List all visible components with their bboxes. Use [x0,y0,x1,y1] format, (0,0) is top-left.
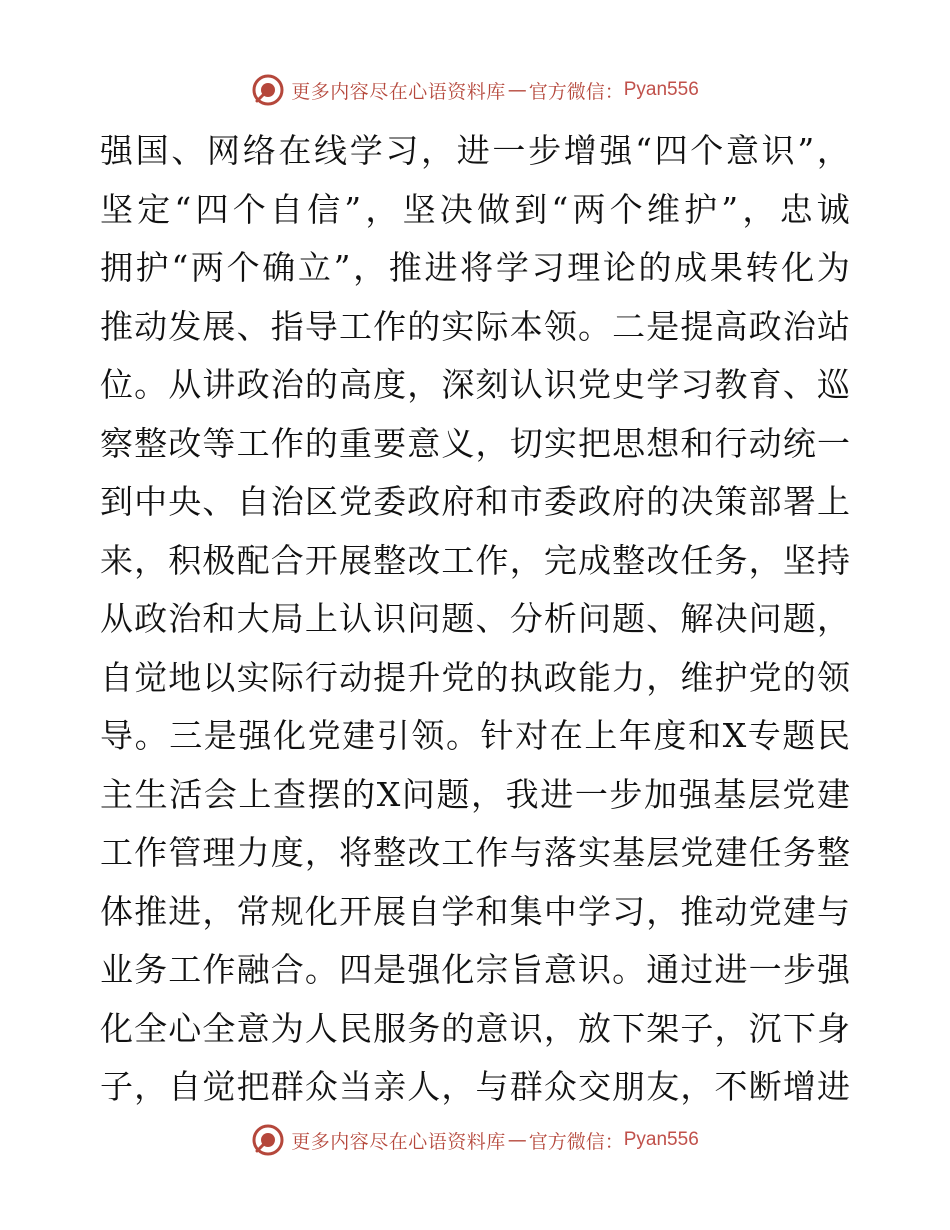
seal-logo-icon [251,1123,285,1157]
body-line: 业 务 工 作 融 合 。 四 是 强 化 宗 旨 意 识 。 通 过 进 一 步 强 [100,950,850,989]
watermark-brand: 更多内容尽在心语资料库 [291,1130,506,1153]
watermark-account: Pyan556 [623,1129,699,1150]
seal-logo-icon [251,73,285,107]
body-line: 坚 定 “ 四 个 自 信 ” ， 坚 决 做 到 “ 两 个 维 护 ” ， 忠 诚 [100,189,850,229]
body-line: 工 作 管 理 力 度 ， 将 整 改 工 作 与 落 实 基 层 党 建 任 务 整 [100,833,850,872]
body-line: 来 ， 积 极 配 合 开 展 整 改 工 作 ， 完 成 整 改 任 务 ， 坚 持 [100,540,850,580]
document-body [100,122,850,1117]
body-line: 位 。 从 讲 政 治 的 高 度 ， 深 刻 认 识 党 史 学 习 教 育 、 巡 [100,365,850,404]
body-line: 到 中 央 、 自 治 区 党 委 政 府 和 市 委 政 府 的 决 策 部 署 上 [100,482,850,521]
watermark-brand: 更多内容尽在心语资料库 [291,80,506,103]
watermark-label: 官方微信： [528,80,624,103]
body-line: 主 生 活 会 上 查 摆 的 X 问 题 ， 我 进 一 步 加 强 基 层 党 建 [100,774,850,814]
body-line: 体 推 进 ， 常 规 化 开 展 自 学 和 集 中 学 习 ， 推 动 党 建 与 [100,891,850,931]
body-line: 拥 护 “ 两 个 确 立 ” ， 推 进 将 学 习 理 论 的 成 果 转 化 为 [100,248,850,287]
footer-watermark [0,1120,950,1160]
watermark-separator: — [507,79,527,101]
body-line: 化 全 心 全 意 为 人 民 服 务 的 意 识 ， 放 下 架 子 ， 沉 下 身 [100,1008,850,1048]
body-line: 自 觉 地 以 实 际 行 动 提 升 党 的 执 政 能 力 ， 维 护 党 的 领 [100,657,850,697]
body-line: 导 。 三 是 强 化 党 建 引 领 。 针 对 在 上 年 度 和 X 专 题 民 [100,716,850,755]
body-line: 察 整 改 等 工 作 的 重 要 意 义 ， 切 实 把 思 想 和 行 动 统 一 [100,423,850,463]
watermark-separator: — [507,1129,527,1151]
body-line: 子 ， 自 觉 把 群 众 当 亲 人 ， 与 群 众 交 朋 友 ， 不 断 增 进 [100,1067,850,1106]
watermark-account: Pyan556 [623,79,699,100]
watermark-label: 官方微信： [528,1130,624,1153]
body-line: 从 政 治 和 大 局 上 认 识 问 题 、 分 析 问 题 、 解 决 问 题 ， [100,599,850,638]
header-watermark [0,70,950,110]
body-line: 强 国 、 网 络 在 线 学 习 ， 进 一 步 增 强 “ 四 个 意 识 ” ， [100,131,850,170]
body-line: 推 动 发 展 、 指 导 工 作 的 实 际 本 领 。 二 是 提 高 政 治 站 [100,306,850,346]
